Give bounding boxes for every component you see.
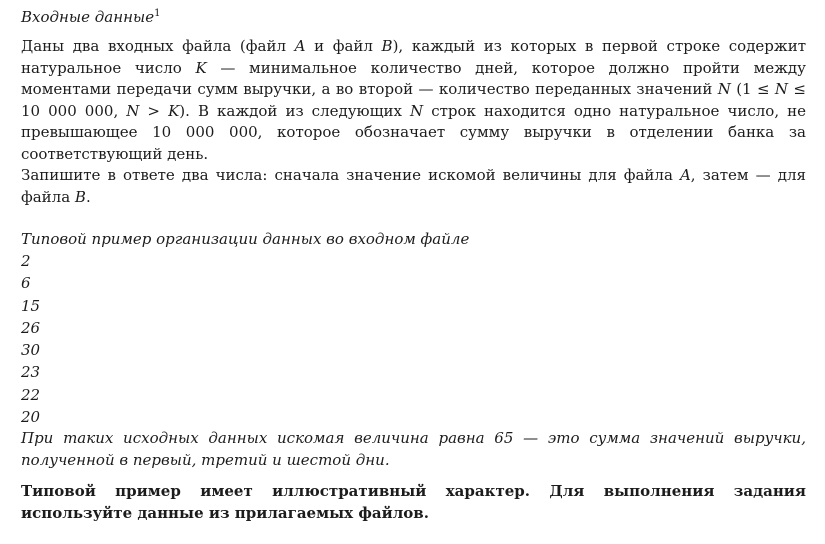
example-data-list	[21, 250, 806, 428]
description-text: — минимальное количество дней, которое должно пройти между моментами передачи сумм выручки, а во второй — количество переданных значений	[21, 58, 806, 98]
file-b-label: B	[381, 37, 393, 55]
variable-k: K	[195, 58, 207, 77]
variable-n: N	[410, 101, 424, 120]
variable-n: N	[774, 80, 789, 98]
variable-k: K	[168, 101, 180, 120]
example-data-line: 23	[21, 363, 41, 382]
example-data-line: 2	[21, 252, 31, 270]
description-text: ≤ 10 000 000,	[21, 80, 806, 120]
section-heading	[21, 6, 806, 28]
description-text: (1 ≤	[730, 80, 775, 98]
example-heading: Типовой пример организации данных во входном файле	[21, 230, 470, 248]
file-a-label: A	[294, 37, 306, 55]
variable-n: N	[717, 80, 731, 98]
description-text: ), каждый из которых в первой строке содержит натуральное число	[21, 37, 806, 77]
instruction-text: Запишите в ответе два числа: сначала значение искомой величины для файла	[21, 166, 680, 184]
example-data-line: 22	[21, 385, 41, 404]
footnote-marker: 1	[154, 8, 161, 19]
variable-n: N	[126, 101, 140, 120]
description-text: ). В каждой из следующих	[179, 101, 411, 120]
input-description	[21, 36, 806, 165]
description-text: строк находится одно натуральное число, не превышающее 10 000 000, которое обозначает сумму выручки в отделении банка за соответствующий день.	[21, 101, 807, 163]
example-data-line: 15	[21, 296, 41, 315]
task-input-section	[21, 6, 806, 524]
example-data-line: 26	[21, 318, 41, 337]
file-a-label: A	[679, 166, 691, 184]
file-b-label: B	[74, 187, 86, 206]
section-heading-text: Входные данные	[21, 8, 155, 26]
example-data-line: 6	[21, 274, 31, 293]
description-text: Даны два входных файла (файл	[21, 37, 295, 55]
example-result: При таких исходных данных искомая величина равна 65 — это сумма значений выручки, полученной в первый, третий и шестой дни.	[21, 429, 806, 469]
example-data-line: 20	[21, 408, 41, 427]
example-data-line: 30	[21, 341, 41, 360]
description-text: и файл	[305, 37, 382, 55]
illustrative-note: Типовой пример имеет иллюстративный характер. Для выполнения задания используйте данные из прилагаемых файлов.	[21, 482, 806, 522]
instruction-text: , затем — для файла	[21, 166, 806, 206]
instruction-text: .	[85, 187, 91, 206]
description-text: >	[139, 101, 169, 120]
answer-instruction	[21, 165, 806, 208]
